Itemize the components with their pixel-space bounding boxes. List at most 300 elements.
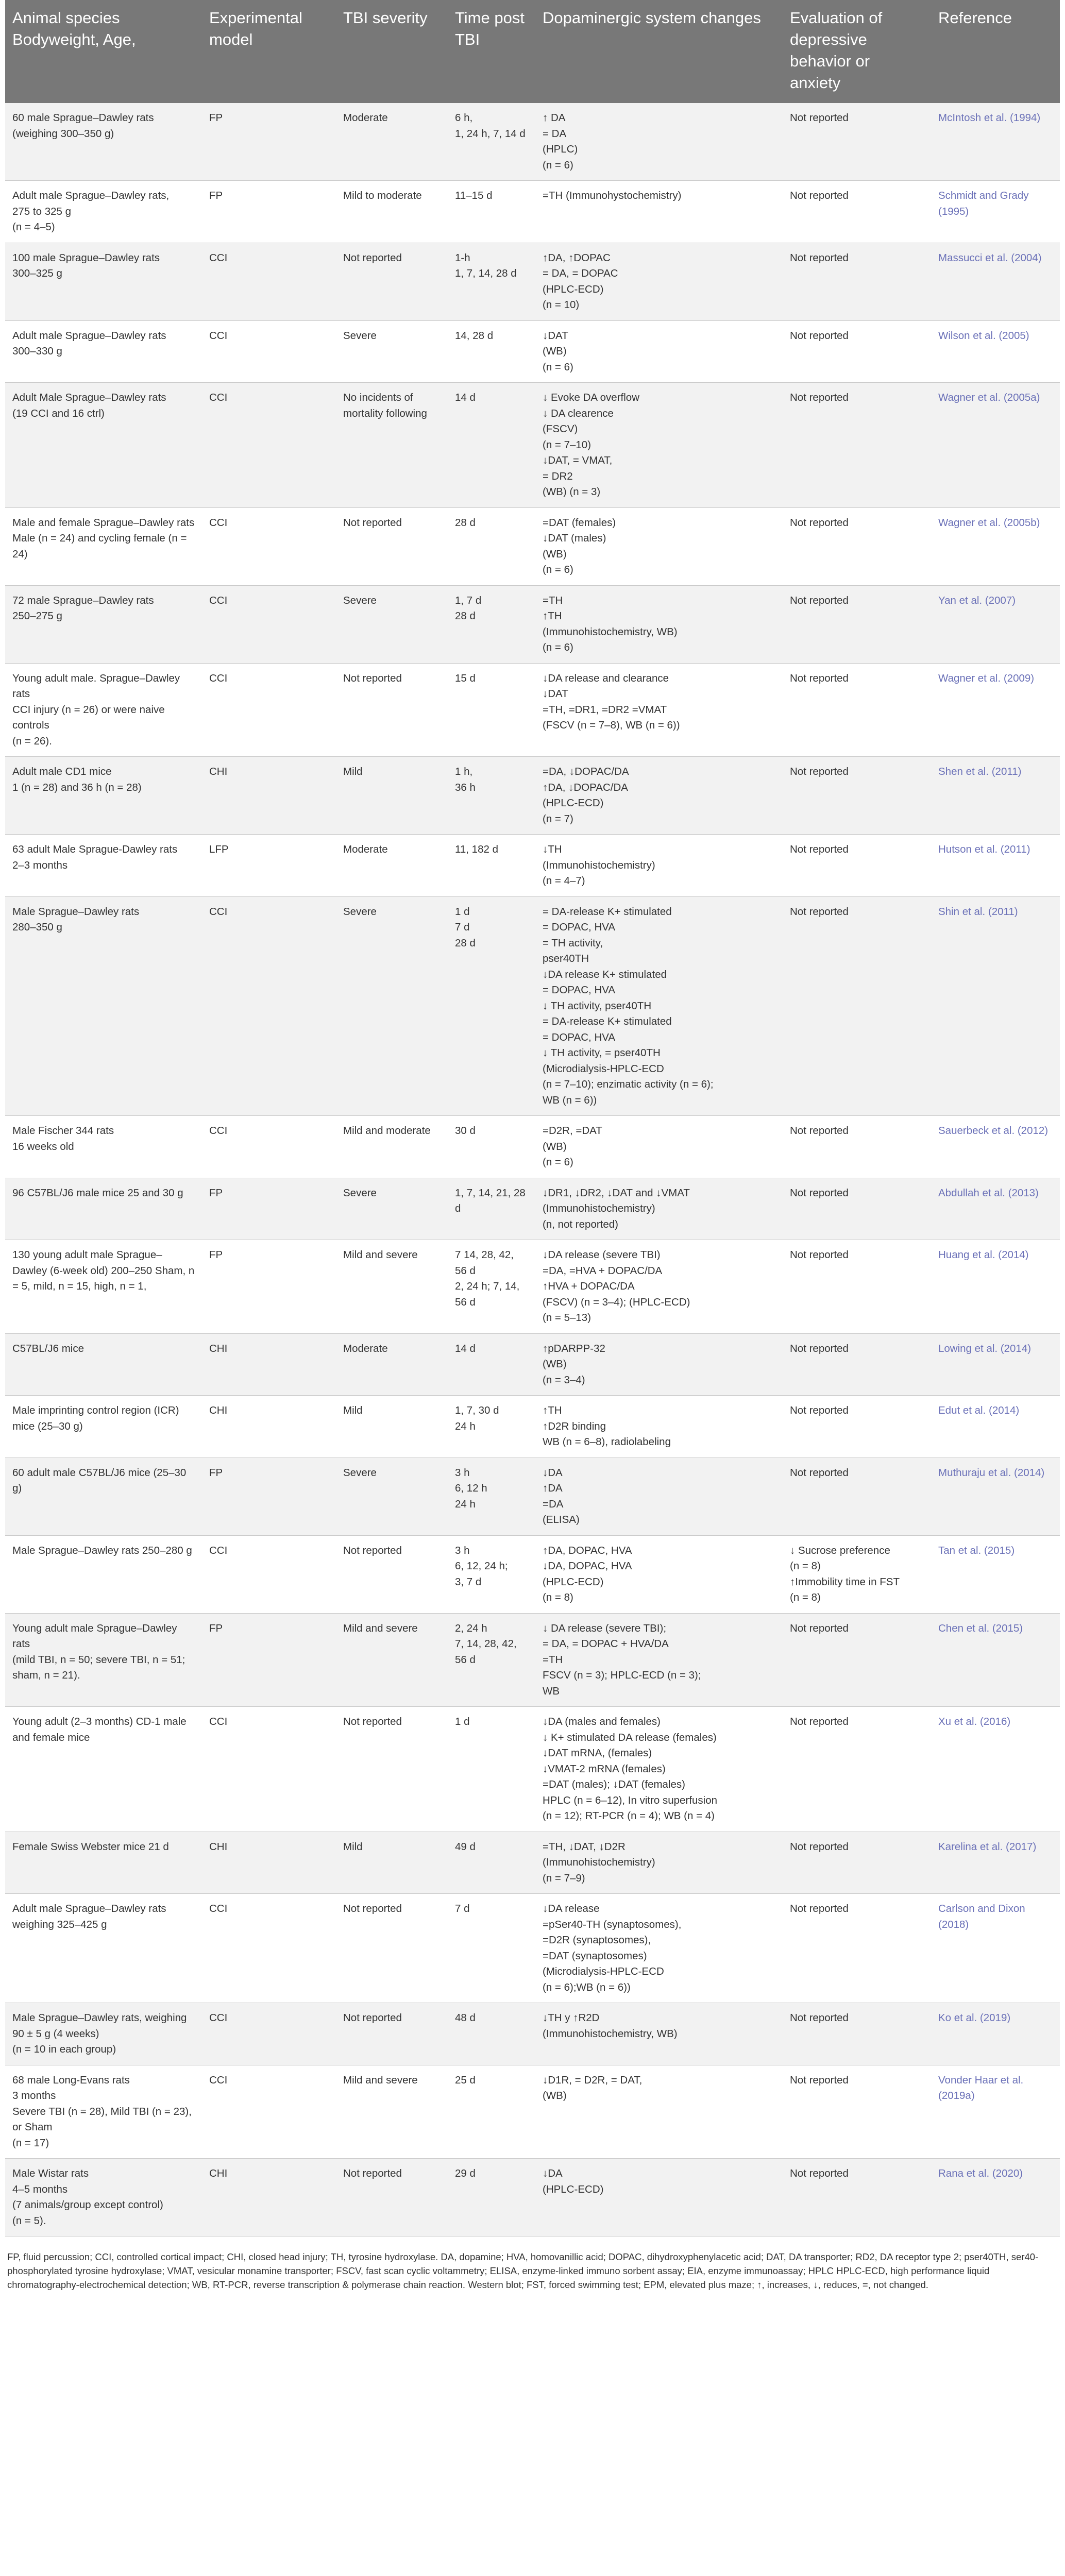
experimental-model-cell [202,1613,336,1707]
cell-text: 14 d [455,1342,476,1354]
cell-text: 29 d [455,2167,476,2179]
reference-cell [931,181,1060,243]
cell-text: 60 male Sprague–Dawley rats (weighing 300–350 g) [12,112,154,140]
dopaminergic-changes-cell [535,1333,783,1396]
table-row [5,507,1060,585]
cell-text: Not reported [790,1903,849,1914]
cell-text: Severe [343,1466,377,1479]
cell-text: Mild and severe [343,1622,418,1634]
cell-text: FP [209,1187,223,1199]
cell-text: CCI [209,2074,228,2086]
reference-link[interactable]: Lowing et al. (2014) [938,1342,1032,1354]
animal-species-cell [5,585,202,663]
cell-text: 15 d [455,672,476,684]
depressive-evaluation-cell [783,103,931,181]
cell-text: 2, 24 h; 7, 14, 56 d [455,1280,520,1308]
cell-text: Not reported [790,1404,849,1416]
depressive-evaluation-cell [783,1396,931,1458]
tbi-severity-cell [336,1707,448,1832]
reference-link[interactable]: Vonder Haar et al. (2019a) [938,2074,1024,2102]
reference-cell [931,1832,1060,1894]
reference-link[interactable]: Hutson et al. (2011) [938,843,1030,855]
cell-text: ↑Immobility time in FST [790,1575,900,1588]
cell-text: (n = 5–13) [543,1312,591,1324]
reference-cell [931,103,1060,181]
reference-link[interactable]: Huang et al. (2014) [938,1249,1029,1261]
header-time-post-tbi: Time post TBI [448,0,535,103]
reference-link[interactable]: Tan et al. (2015) [938,1544,1015,1556]
depressive-evaluation-cell [783,1458,931,1535]
time-post-tbi-cell [448,585,535,663]
time-post-tbi-cell [448,663,535,757]
time-post-tbi-cell [448,507,535,585]
cell-text: Not reported [343,1903,402,1914]
time-post-tbi-cell [448,1894,535,2003]
depressive-evaluation-cell [783,2159,931,2236]
cell-text: Severe [343,594,377,606]
time-post-tbi-cell [448,2159,535,2236]
cell-text: 2–3 months [12,859,68,871]
reference-link[interactable]: Wagner et al. (2005b) [938,516,1040,529]
cell-text: (WB) [543,2090,567,2102]
cell-text: 60 adult male C57BL/J6 mice (25–30 g) [12,1466,187,1494]
table-body [5,103,1060,2236]
time-post-tbi-cell [448,2065,535,2159]
cell-text: ↑D2R binding [543,1420,606,1432]
table-row [5,2003,1060,2065]
tbi-severity-cell [336,1178,448,1240]
cell-text: (n = 7) [543,812,573,825]
table-row [5,835,1060,897]
cell-text: HPLC (n = 6–12), In vitro superfusion [543,1794,717,1806]
cell-text: CHI [209,766,228,777]
cell-text: FP [209,1249,223,1261]
reference-link[interactable]: Ko et al. (2019) [938,2012,1011,2024]
header-depressive-evaluation: Evaluation of depressive behavior or anxiety [783,0,931,103]
cell-text: (WB) [543,345,567,357]
cell-text: 6 h, [455,112,473,124]
cell-text: ↑DA, DOPAC, HVA [543,1544,632,1556]
table-row [5,757,1060,835]
cell-text: = DOPAC, HVA [543,921,616,933]
cell-text: (n = 17) [12,2137,49,2149]
cell-text: (n = 8) [790,1591,821,1603]
cell-text: ↓ TH activity, pser40TH [543,999,652,1012]
cell-text: ↓DAT [543,688,568,700]
animal-species-cell [5,1240,202,1334]
cell-text: =DA, =HVA + DOPAC/DA [543,1264,663,1277]
animal-species-cell [5,1178,202,1240]
cell-text: (n = 7–9) [543,1872,585,1884]
experimental-model-cell [202,103,336,181]
reference-link[interactable]: Carlson and Dixon (2018) [938,1903,1025,1930]
animal-species-cell [5,757,202,835]
reference-link[interactable]: Shin et al. (2011) [938,905,1018,918]
cell-text: CHI [209,1342,228,1354]
cell-text: Mild [343,766,363,777]
dopaminergic-changes-cell [535,1613,783,1707]
cell-text: (FSCV (n = 7–8), WB (n = 6)) [543,719,680,731]
cell-text: (19 CCI and 16 ctrl) [12,407,105,419]
experimental-model-cell [202,181,336,243]
cell-text: (WB) (n = 3) [543,486,601,498]
cell-text: =TH (Immunohystochemistry) [543,190,682,201]
dopaminergic-changes-cell [535,835,783,897]
cell-text: Young adult (2–3 months) CD-1 male and female mice [12,1716,187,1743]
cell-text: = DA-release K+ stimulated [543,905,672,918]
experimental-model-cell [202,835,336,897]
cell-text: CCI [209,594,228,606]
depressive-evaluation-cell [783,1613,931,1707]
experimental-model-cell [202,2003,336,2065]
cell-text: Not reported [790,392,849,403]
cell-text: Adult male Sprague–Dawley rats weighing 325–425 g [12,1903,166,1930]
cell-text: FP [209,112,223,124]
cell-text: ↓DA, DOPAC, HVA [543,1560,632,1572]
reference-cell [931,507,1060,585]
cell-text: Male Sprague–Dawley rats 250–280 g [12,1544,192,1556]
cell-text: CCI [209,672,228,684]
cell-text: =D2R (synaptosomes), [543,1934,651,1946]
cell-text: (WB) [543,1140,567,1153]
animal-species-cell [5,1396,202,1458]
dopaminergic-changes-cell [535,1707,783,1832]
cell-text: CCI injury (n = 26) or were naive controls [12,703,165,731]
time-post-tbi-cell [448,1396,535,1458]
cell-text: ↓DA release (severe TBI) [543,1249,661,1261]
time-post-tbi-cell [448,1458,535,1535]
cell-text: Mild and severe [343,2074,418,2086]
cell-text: ↓DA [543,2167,563,2179]
table-row [5,1894,1060,2003]
cell-text: WB (n = 6)) [543,1094,597,1106]
cell-text: Severe [343,905,377,918]
tbi-severity-cell [336,1535,448,1613]
cell-text: Male imprinting control region (ICR) mice (25–30 g) [12,1404,179,1432]
cell-text: Not reported [790,905,849,918]
cell-text: =TH, =DR1, =DR2 =VMAT [543,703,667,716]
cell-text: 48 d [455,2012,476,2024]
experimental-model-cell [202,585,336,663]
reference-link[interactable]: Schmidt and Grady (1995) [938,190,1029,217]
cell-text: (n = 6);WB (n = 6)) [543,1981,631,1993]
cell-text: 275 to 325 g [12,205,71,217]
cell-text: 1, 7, 30 d [455,1404,499,1416]
cell-text: FP [209,1466,223,1479]
tbi-severity-cell [336,243,448,320]
cell-text: (n = 8) [543,1591,573,1603]
reference-link[interactable]: Rana et al. (2020) [938,2167,1023,2179]
cell-text: (HPLC-ECD) [543,797,604,809]
reference-link[interactable]: Abdullah et al. (2013) [938,1187,1039,1199]
cell-text: CCI [209,1125,228,1137]
table-footnote: FP, fluid percussion; CCI, controlled cortical impact; CHI, closed head injury; TH, tyrosine hydroxylase. DA, dopamine; HVA, homovanillic acid; DOPAC, dihydroxyphenylacetic acid; DAT, DA transporter; RD2, DA receptor type 2; pser40TH, ser40-phosphorylated tyrosine hydroxylase; VMAT, vesicular monamine transporter; FSCV, fast scan cyclic voltammetry; ELISA, enzyme-linked immuno sorbent assay; EIA, enzyme immunoassay; HPLC HPLC-ECD, high performance liquid chromatography-electrochemical detection; WB, RT-PCR, reverse transcription & polymerase chain reaction. Western blot; FST, forced swimming test; EPM, elevated plus maze; ↑, increases, ↓, reduces, =, not changed. [7,2251,1039,2290]
reference-link[interactable]: Sauerbeck et al. (2012) [938,1125,1049,1137]
cell-text: pser40TH [543,953,589,964]
cell-text: Male Sprague–Dawley rats [12,905,140,918]
animal-species-cell [5,1613,202,1707]
cell-text: Not reported [790,2074,849,2086]
reference-link[interactable]: Muthuraju et al. (2014) [938,1466,1045,1479]
cell-text: CCI [209,1544,228,1556]
animal-species-cell [5,1458,202,1535]
cell-text: 6, 12 h [455,1482,487,1494]
cell-text: Mild to moderate [343,190,422,201]
cell-text: ↓ Evoke DA overflow [543,392,639,403]
tbi-severity-cell [336,2003,448,2065]
cell-text: Not reported [790,1249,849,1261]
cell-text: Not reported [790,251,849,264]
cell-text: (Immunohistochemistry) [543,1202,655,1214]
cell-text: 14, 28 d [455,329,494,342]
animal-species-cell [5,243,202,320]
reference-link[interactable]: Xu et al. (2016) [938,1716,1011,1727]
cell-text: ↓DAT, = VMAT, [543,454,613,466]
cell-text: ↓DA release [543,1903,600,1914]
cell-text: ↓D1R, = D2R, = DAT, [543,2074,643,2086]
table-row [5,1707,1060,1832]
time-post-tbi-cell [448,320,535,383]
cell-text: C57BL/J6 mice [12,1342,84,1354]
cell-text: Male and female Sprague–Dawley rats [12,516,195,529]
cell-text: Not reported [790,1716,849,1727]
cell-text: (Immunohistochemistry, WB) [543,625,678,638]
cell-text: ↓DAT mRNA, (females) [543,1747,652,1759]
dopaminergic-changes-cell [535,757,783,835]
cell-text: CHI [209,1840,228,1853]
tbi-severity-cell [336,1613,448,1707]
cell-text: (Microdialysis-HPLC-ECD [543,1062,664,1075]
cell-text: = DOPAC, HVA [543,984,616,996]
cell-text: (HPLC-ECD) [543,2183,604,2195]
cell-text: 6, 12, 24 h; [455,1560,508,1572]
reference-link[interactable]: Wagner et al. (2009) [938,672,1035,684]
dopaminergic-changes-cell [535,1894,783,2003]
table-row [5,1178,1060,1240]
cell-text: 3 months [12,2090,56,2102]
reference-link[interactable]: Karelina et al. (2017) [938,1840,1037,1853]
tbi-severity-cell [336,383,448,508]
cell-text: ↓VMAT-2 mRNA (females) [543,1762,666,1775]
cell-text: 2, 24 h [455,1622,487,1634]
dopaminergic-changes-cell [535,1832,783,1894]
cell-text: ↓TH [543,843,562,855]
cell-text: 1, 7, 14, 28 d [455,267,517,279]
cell-text: =DA, ↓DOPAC/DA [543,766,629,777]
cell-text: ↑DA [543,1482,563,1494]
time-post-tbi-cell [448,103,535,181]
cell-text: = DA, = DOPAC + HVA/DA [543,1638,669,1650]
depressive-evaluation-cell [783,2065,931,2159]
cell-text: =DAT (males); ↓DAT (females) [543,1778,685,1790]
depressive-evaluation-cell [783,1832,931,1894]
cell-text: Mild [343,1404,363,1416]
cell-text: 25 d [455,2074,476,2086]
cell-text: 3 h [455,1544,470,1556]
cell-text: (Microdialysis-HPLC-ECD [543,1965,664,1977]
table-row [5,243,1060,320]
dopaminergic-changes-cell [535,1240,783,1334]
depressive-evaluation-cell [783,1240,931,1334]
cell-text: (n = 6) [543,641,573,653]
animal-species-cell [5,2065,202,2159]
cell-text: Not reported [790,516,849,529]
cell-text: No incidents of mortality following [343,392,427,419]
cell-text: 24 h [455,1498,476,1510]
cell-text: CCI [209,251,228,264]
cell-text: ↑TH [543,610,562,622]
tbi-severity-cell [336,320,448,383]
cell-text: 1, 24 h, 7, 14 d [455,127,526,140]
dopaminergic-changes-cell [535,1116,783,1178]
cell-text: ↑ DA [543,112,566,124]
tbi-severity-cell [336,1116,448,1178]
dopaminergic-changes-cell [535,181,783,243]
depressive-evaluation-cell [783,835,931,897]
cell-text: 28 d [455,610,476,622]
table-row [5,181,1060,243]
dopaminergic-changes-cell [535,507,783,585]
cell-text: 96 C57BL/J6 male mice 25 and 30 g [12,1187,183,1199]
cell-text: 28 d [455,516,476,529]
cell-text: Not reported [790,190,849,201]
cell-text: 300–330 g [12,345,62,357]
cell-text: 3, 7 d [455,1575,482,1588]
reference-link[interactable]: Edut et al. (2014) [938,1404,1020,1416]
cell-text: Not reported [343,2012,402,2024]
animal-species-cell [5,2159,202,2236]
reference-cell [931,1333,1060,1396]
dopaminergic-changes-cell [535,1396,783,1458]
time-post-tbi-cell [448,1613,535,1707]
cell-text: ↓ K+ stimulated DA release (females) [543,1731,717,1743]
cell-text: (n = 12); RT-PCR (n = 4); WB (n = 4) [543,1810,715,1822]
experimental-model-cell [202,1178,336,1240]
cell-text: 3 h [455,1466,470,1479]
reference-link[interactable]: Wilson et al. (2005) [938,329,1029,342]
dopamine-tbi-table [5,0,1060,2236]
cell-text: (n = 26). [12,735,52,747]
cell-text: Not reported [790,1125,849,1137]
depressive-evaluation-cell [783,896,931,1116]
dopaminergic-changes-cell [535,663,783,757]
cell-text: =pSer40-TH (synaptosomes), [543,1918,682,1930]
cell-text: 1 h, [455,766,473,777]
cell-text: (WB) [543,1358,567,1370]
tbi-severity-cell [336,1240,448,1334]
animal-species-cell [5,663,202,757]
cell-text: = DA [543,127,567,140]
cell-text: Adult male Sprague–Dawley rats, [12,190,170,201]
cell-text: 7 d [455,1903,470,1914]
table-row [5,585,1060,663]
reference-cell [931,2065,1060,2159]
reference-cell [931,896,1060,1116]
cell-text: (Immunohistochemistry) [543,859,655,871]
depressive-evaluation-cell [783,1894,931,2003]
depressive-evaluation-cell [783,2003,931,2065]
experimental-model-cell [202,1116,336,1178]
cell-text: =TH, ↓DAT, ↓D2R [543,1840,626,1853]
time-post-tbi-cell [448,1240,535,1334]
cell-text: ↑TH [543,1404,562,1416]
cell-text: Young adult male. Sprague–Dawley rats [12,672,180,700]
cell-text: Severe [343,329,377,342]
cell-text: = TH activity, [543,937,603,949]
cell-text: ↓DAT [543,329,568,342]
header-animal-species: Animal species Bodyweight, Age, [5,0,202,103]
cell-text: ↓TH y ↑R2D [543,2012,600,2024]
cell-text: ↓DAT (males) [543,532,606,544]
tbi-severity-cell [336,757,448,835]
cell-text: Not reported [790,2012,849,2024]
animal-species-cell [5,181,202,243]
experimental-model-cell [202,1458,336,1535]
experimental-model-cell [202,1707,336,1832]
cell-text: 30 d [455,1125,476,1137]
reference-link[interactable]: Massucci et al. (2004) [938,251,1042,264]
tbi-severity-cell [336,1458,448,1535]
experimental-model-cell [202,1333,336,1396]
cell-text: =D2R, =DAT [543,1125,602,1137]
table-row [5,2159,1060,2236]
table-row [5,1613,1060,1707]
table-row [5,383,1060,508]
cell-text: Not reported [790,672,849,684]
tbi-severity-cell [336,103,448,181]
tbi-severity-cell [336,1894,448,2003]
table-row [5,663,1060,757]
reference-cell [931,1707,1060,1832]
cell-text: Not reported [343,2167,402,2179]
cell-text: 7 d [455,921,470,933]
cell-text: (ELISA) [543,1514,580,1526]
table-row [5,103,1060,181]
cell-text: =DA [543,1498,564,1510]
cell-text: (FSCV) (n = 3–4); (HPLC-ECD) [543,1296,690,1308]
reference-cell [931,2159,1060,2236]
reference-cell [931,243,1060,320]
cell-text: (n = 8) [790,1560,821,1572]
cell-text: (7 animals/group except control) [12,2199,163,2211]
reference-cell [931,585,1060,663]
cell-text: Male Sprague–Dawley rats, weighing 90 ± 5 g (4 weeks) [12,2012,187,2040]
cell-text: 1-h [455,251,470,264]
animal-species-cell [5,507,202,585]
cell-text: (HPLC-ECD) [543,1575,604,1588]
depressive-evaluation-cell [783,1178,931,1240]
reference-link[interactable]: Chen et al. (2015) [938,1622,1023,1634]
reference-cell [931,320,1060,383]
experimental-model-cell [202,243,336,320]
cell-text: Not reported [790,329,849,342]
cell-text: ↓ TH activity, = pser40TH [543,1047,661,1059]
reference-link[interactable]: McIntosh et al. (1994) [938,112,1041,124]
experimental-model-cell [202,896,336,1116]
cell-text: 14 d [455,392,476,403]
depressive-evaluation-cell [783,585,931,663]
time-post-tbi-cell [448,1535,535,1613]
reference-link[interactable]: Shen et al. (2011) [938,766,1022,777]
reference-link[interactable]: Yan et al. (2007) [938,594,1016,606]
cell-text: ↓DA (males and females) [543,1716,661,1727]
reference-link[interactable]: Wagner et al. (2005a) [938,392,1040,403]
animal-species-cell [5,383,202,508]
reference-cell [931,1178,1060,1240]
dopaminergic-changes-cell [535,1178,783,1240]
cell-text: 1 d [455,905,470,918]
tbi-severity-cell [336,507,448,585]
